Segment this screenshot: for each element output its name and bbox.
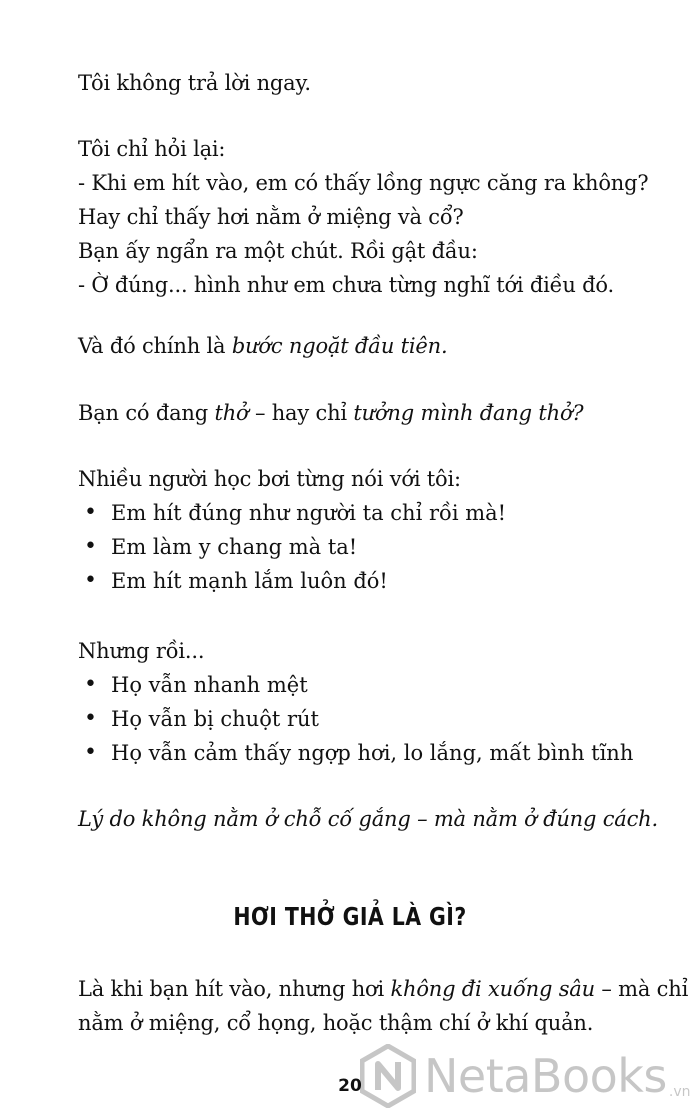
- list-item-text: Em làm y chang mà ta!: [111, 535, 358, 559]
- italic-text: tưởng mình đang thở?: [353, 401, 584, 425]
- text-line: Nhiều người học bơi từng nói với tôi:: [78, 467, 461, 491]
- list-item: [78, 530, 506, 564]
- italic-text: Lý do không nằm ở chỗ cố gắng – mà nằm ở đúng cách.: [78, 807, 658, 831]
- paragraph-4: [78, 396, 640, 430]
- text-span: – mà chỉ: [594, 977, 689, 1001]
- text-line: Bạn ấy ngẩn ra một chút. Rồi gật đầu:: [78, 239, 478, 263]
- list-item: [78, 736, 633, 770]
- text-line: [78, 329, 640, 363]
- bullet-icon: •: [84, 672, 97, 697]
- list-item: [78, 702, 633, 736]
- text-line: [78, 396, 640, 430]
- bullet-icon: •: [84, 740, 97, 765]
- text-line: [78, 972, 689, 1006]
- text-line: Tôi chỉ hỏi lại:: [78, 137, 226, 161]
- list-item-text: Họ vẫn cảm thấy ngợp hơi, lo lắng, mất bình tĩnh: [111, 741, 634, 765]
- page-number: 20: [338, 1076, 362, 1096]
- paragraph-2: [78, 132, 649, 302]
- paragraph-5: [78, 462, 640, 496]
- text-line: Nhưng rồi...: [78, 639, 205, 663]
- text-line: Tôi không trả lời ngay.: [78, 71, 311, 95]
- text-span: Bạn có đang: [78, 401, 215, 425]
- paragraph-1: [78, 66, 640, 100]
- list-item: [78, 668, 633, 702]
- watermark-text: NetaBooks: [424, 1049, 667, 1103]
- italic-text: thở: [214, 401, 249, 425]
- text-line: nằm ở miệng, cổ họng, hoặc thậm chí ở khí quản.: [78, 1011, 594, 1035]
- text-line: - Khi em hít vào, em có thấy lồng ngực căng ra không?: [78, 171, 649, 195]
- bullet-list-2: [78, 668, 633, 770]
- section-heading: HƠI THỞ GIẢ LÀ GÌ?: [233, 902, 467, 931]
- bullet-icon: •: [84, 534, 97, 559]
- list-item-text: Họ vẫn nhanh mệt: [111, 673, 308, 697]
- watermark-suffix: .vn: [668, 1084, 691, 1100]
- bullet-icon: •: [84, 500, 97, 525]
- paragraph-8: [78, 972, 689, 1040]
- bullet-list-1: [78, 496, 506, 598]
- italic-text: không đi xuống sâu: [390, 977, 595, 1001]
- text-line: - Ờ đúng... hình như em chưa từng nghĩ tới điều đó.: [78, 273, 614, 297]
- text-span: – hay chỉ: [248, 401, 354, 425]
- italic-text: bước ngoặt đầu tiên.: [231, 334, 448, 358]
- list-item-text: Em hít mạnh lắm luôn đó!: [111, 569, 388, 593]
- list-item: [78, 496, 506, 530]
- list-item-text: Em hít đúng như người ta chỉ rồi mà!: [111, 501, 507, 525]
- text-line: Hay chỉ thấy hơi nằm ở miệng và cổ?: [78, 205, 464, 229]
- list-item-text: Họ vẫn bị chuột rút: [111, 707, 319, 731]
- paragraph-3: [78, 329, 640, 363]
- bullet-icon: •: [84, 568, 97, 593]
- netabooks-logo-icon: [360, 1044, 416, 1108]
- paragraph-6: [78, 634, 640, 668]
- paragraph-7: [78, 802, 658, 836]
- list-item: [78, 564, 506, 598]
- text-span: Và đó chính là: [78, 334, 232, 358]
- watermark: [360, 1044, 691, 1108]
- bullet-icon: •: [84, 706, 97, 731]
- text-span: Là khi bạn hít vào, nhưng hơi: [78, 977, 391, 1001]
